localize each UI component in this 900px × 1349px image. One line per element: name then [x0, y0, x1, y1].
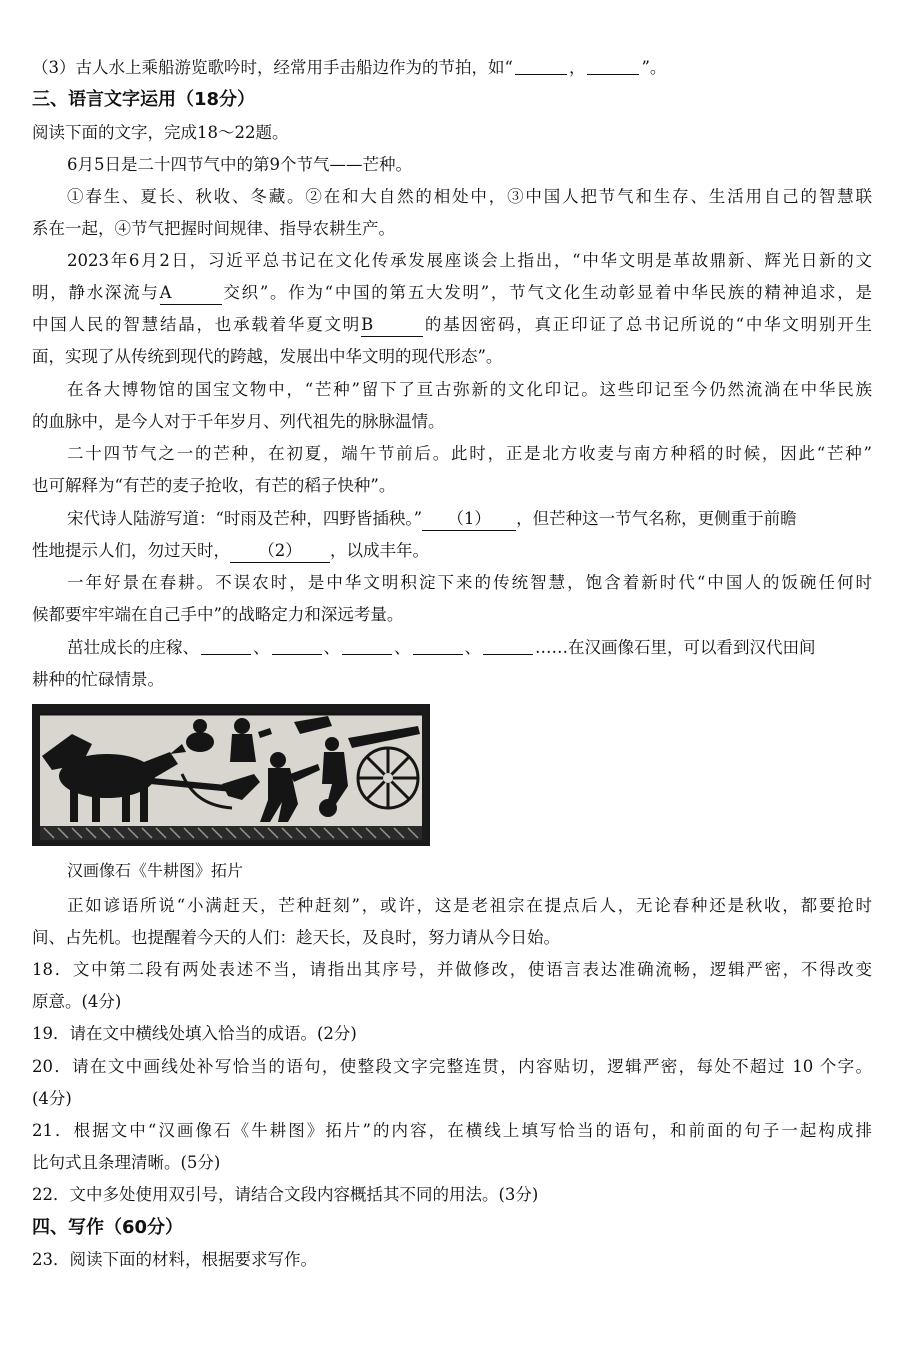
paragraph-6-line-2: 性地提示人们，勿过天时， （2） ，以成丰年。: [32, 536, 872, 566]
paragraph-3-line-4: 面，实现了从传统到现代的跨越，发展出中华文明的现代形态”。: [32, 347, 503, 366]
underline-blank-2[interactable]: （2）: [230, 540, 330, 563]
fill-blank[interactable]: [272, 636, 322, 655]
underline-blank-1[interactable]: （1）: [422, 508, 516, 531]
section-4-title: 四、写作（60分）: [32, 1217, 184, 1238]
question-21-line-2: 比句式且条理清晰。(5分): [32, 1153, 221, 1172]
question-23: 23．阅读下面的材料，根据要求写作。: [32, 1250, 317, 1269]
reading-instruction: 阅读下面的文字，完成18～22题。: [32, 123, 289, 142]
han-stone-rubbing-image: [32, 704, 430, 846]
question-20-line-1: 20．请在文中画线处补写恰当的语句，使整段文字完整连贯，内容贴切，逻辑严密，每处不超过 10 个字。: [32, 1057, 872, 1076]
paragraph-6-line-1: 宋代诗人陆游写道：“时雨及芒种，四野皆插秧。” （1） ，但芒种这一节气名称，更侧重于前瞻: [67, 504, 872, 534]
fill-blank[interactable]: [483, 636, 533, 655]
fill-blank[interactable]: [413, 636, 463, 655]
paragraph-3-line-1: 2023年6月2日，习近平总书记在文化传承发展座谈会上指出，“中华文明是革故鼎新、辉光日新的文: [67, 251, 872, 270]
paragraph-3-line-2: 明，静水深流与A 交织”。作为“中国的第五大发明”，节气文化生动彰显着中华民族的精神追求，是: [32, 278, 872, 308]
paragraph-2-line-1: ①春生、夏长、秋收、冬藏。②在和大自然的相处中，③中国人把节气和生存、生活用自己的智慧联: [67, 187, 872, 206]
fill-blank[interactable]: [342, 636, 392, 655]
question-19: 19．请在文中横线处填入恰当的成语。(2分): [32, 1024, 357, 1043]
question-3-line: （3）古人水上乘船游览歌吟时，经常用手击船边作为的节拍，如“ ， ”。: [32, 58, 667, 77]
paragraph-8-line-1: 茁壮成长的庄稼、 、 、 、 、 ……在汉画像石里，可以看到汉代田间: [67, 638, 816, 657]
question-18-line-1: 18．文中第二段有两处表述不当，请指出其序号，并做修改，使语言表达准确流畅，逻辑严密，不得改变: [32, 960, 872, 979]
question-20-line-2: (4分): [32, 1089, 72, 1108]
paragraph-1: 6月5日是二十四节气中的第9个节气——芒种。: [67, 155, 412, 174]
blank-a[interactable]: A: [160, 282, 222, 305]
question-22: 22．文中多处使用双引号，请结合文段内容概括其不同的用法。(3分): [32, 1185, 539, 1204]
paragraph-9-line-1: 正如谚语所说“小满赶天，芒种赶刻”，或许，这是老祖宗在提点后人，无论春种还是秋收，都要抢时: [67, 896, 872, 915]
paragraph-4-line-1: 在各大博物馆的国宝文物中，“芒种”留下了亘古弥新的文化印记。这些印记至今仍然流淌在中华民族: [67, 380, 872, 399]
question-21-line-1: 21．根据文中“汉画像石《牛耕图》拓片”的内容，在横线上填写恰当的语句，和前面的句子一起构成排: [32, 1121, 872, 1140]
fill-blank[interactable]: [201, 636, 251, 655]
answer-blank[interactable]: [515, 56, 567, 75]
image-caption: 汉画像石《牛耕图》拓片: [67, 861, 244, 880]
paragraph-9-line-2: 间、占先机。也提醒着今天的人们：趁天长，及良时，努力请从今日始。: [32, 928, 560, 947]
ox-plowing-rubbing-illustration: [32, 704, 430, 846]
paragraph-5-line-1: 二十四节气之一的芒种，在初夏，端午节前后。此时，正是北方收麦与南方种稻的时候，因此“芒种”: [67, 444, 872, 463]
question-18-line-2: 原意。(4分): [32, 992, 122, 1011]
blank-b[interactable]: B: [361, 314, 423, 337]
paragraph-4-line-2: 的血脉中，是今人对于千年岁月、列代祖先的脉脉温情。: [32, 412, 445, 431]
paragraph-2-line-2: 系在一起，④节气把握时间规律、指导农耕生产。: [32, 219, 395, 238]
q3-text: （3）古人水上乘船游览歌吟时，经常用手击船边作为的节拍，如“: [32, 58, 513, 77]
paragraph-3-line-3: 中国人民的智慧结晶，也承载着华夏文明B 的基因密码，真正印证了总书记所说的“中华文明别开生: [32, 310, 872, 340]
answer-blank[interactable]: [587, 56, 639, 75]
section-3-title: 三、语言文字运用（18分）: [32, 89, 256, 110]
paragraph-8-line-2: 耕种的忙碌情景。: [32, 670, 164, 689]
paragraph-7-line-2: 候都要牢牢端在自己手中”的战略定力和深远考量。: [32, 605, 404, 624]
paragraph-5-line-2: 也可解释为“有芒的麦子抢收，有芒的稻子快种”。: [32, 476, 396, 495]
paragraph-7-line-1: 一年好景在春耕。不误农时，是中华文明积淀下来的传统智慧，饱含着新时代“中国人的饭碗任何时: [67, 573, 872, 592]
